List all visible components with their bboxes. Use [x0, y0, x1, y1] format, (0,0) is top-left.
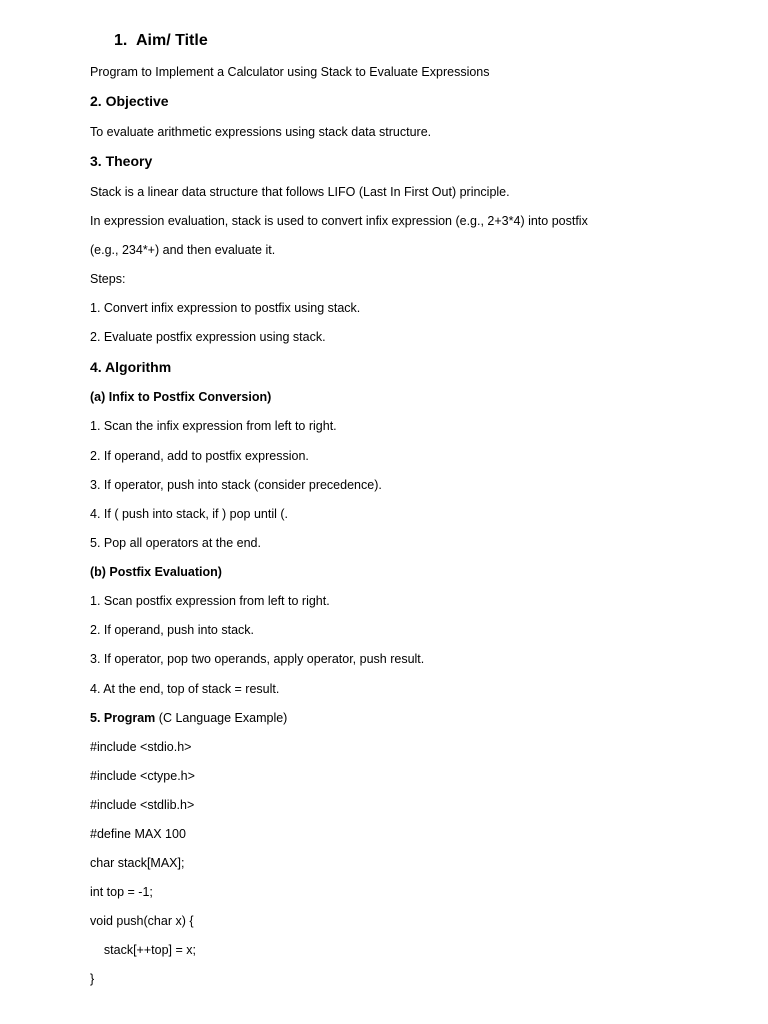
- theory-line: Stack is a linear data structure that follows LIFO (Last In First Out) principle.: [90, 185, 510, 199]
- algorithm-b-step: 1. Scan postfix expression from left to right.: [90, 594, 330, 608]
- algorithm-a-step: 4. If ( push into stack, if ) pop until (.: [90, 507, 289, 521]
- section-5-heading-bold: 5. Program: [90, 711, 156, 725]
- code-line: }: [90, 972, 95, 986]
- code-line: #define MAX 100: [90, 827, 186, 841]
- section-3-heading: 3. Theory: [90, 153, 153, 169]
- section-1-title: Aim/ Title: [136, 32, 208, 49]
- algorithm-a-step: 3. If operator, push into stack (consider precedence).: [90, 478, 382, 492]
- code-line: stack[++top] = x;: [90, 943, 196, 957]
- code-line: int top = -1;: [90, 885, 153, 899]
- algorithm-a-step: 2. If operand, add to postfix expression.: [90, 449, 309, 463]
- code-line: #include <stdlib.h>: [90, 798, 195, 812]
- section-2-heading: 2. Objective: [90, 93, 169, 109]
- aim-text: Program to Implement a Calculator using Stack to Evaluate Expressions: [90, 65, 490, 79]
- algorithm-b-step: 3. If operator, pop two operands, apply operator, push result.: [90, 652, 425, 666]
- objective-text: To evaluate arithmetic expressions using stack data structure.: [90, 125, 432, 139]
- theory-line: In expression evaluation, stack is used to convert infix expression (e.g., 2+3*4) into postfix: [90, 214, 588, 228]
- code-line: #include <ctype.h>: [90, 769, 195, 783]
- algorithm-a-step: 5. Pop all operators at the end.: [90, 536, 261, 550]
- theory-line: (e.g., 234*+) and then evaluate it.: [90, 243, 276, 257]
- theory-line: Steps:: [90, 272, 126, 286]
- algorithm-b-heading: (b) Postfix Evaluation): [90, 565, 222, 579]
- theory-line: 1. Convert infix expression to postfix using stack.: [90, 301, 361, 315]
- section-5-heading: [90, 710, 287, 726]
- section-4-heading: 4. Algorithm: [90, 359, 172, 375]
- code-line: char stack[MAX];: [90, 856, 185, 870]
- code-line: void push(char x) {: [90, 914, 194, 928]
- section-1-number: 1.: [114, 32, 128, 49]
- algorithm-b-step: 4. At the end, top of stack = result.: [90, 682, 280, 696]
- section-1-heading: [114, 31, 208, 51]
- algorithm-a-heading: (a) Infix to Postfix Conversion): [90, 390, 272, 404]
- algorithm-a-step: 1. Scan the infix expression from left to right.: [90, 419, 337, 433]
- theory-line: 2. Evaluate postfix expression using stack.: [90, 330, 326, 344]
- section-5-heading-rest: (C Language Example): [155, 711, 288, 725]
- code-line: #include <stdio.h>: [90, 740, 192, 754]
- algorithm-b-step: 2. If operand, push into stack.: [90, 623, 254, 637]
